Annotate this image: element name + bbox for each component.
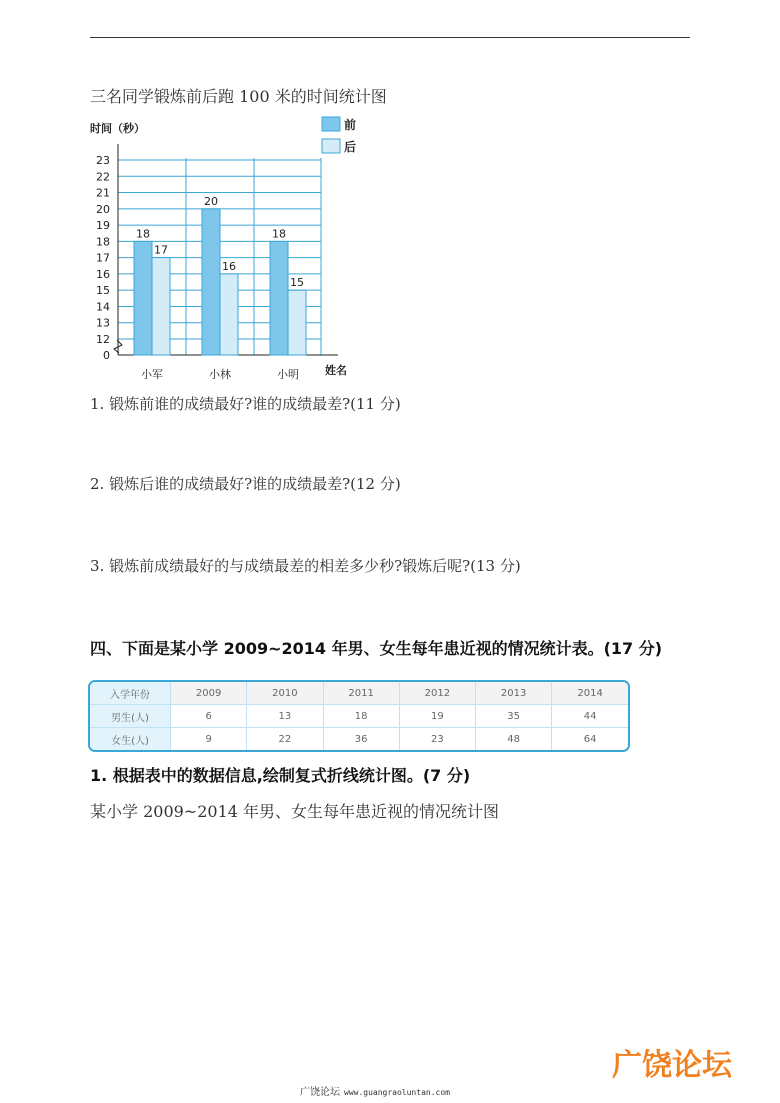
table-header-cell: 2009	[171, 682, 247, 705]
bar-before	[270, 241, 288, 355]
y-tick-label: 23	[96, 154, 110, 167]
bar-after	[220, 274, 238, 355]
bar-after	[288, 290, 306, 355]
footer	[300, 1083, 450, 1098]
x-axis-label: 姓名	[325, 364, 347, 377]
question-3: 3. 锻炼前成绩最好的与成绩最差的相差多少秒?锻炼后呢?(13 分)	[90, 557, 521, 575]
category-label: 小明	[277, 368, 299, 381]
table-row-boys	[90, 705, 628, 728]
table-header-cell: 入学年份	[90, 682, 171, 705]
table-header-cell: 2012	[399, 682, 475, 705]
y-tick-label: 22	[96, 170, 110, 184]
y-tick-label: 18	[96, 235, 110, 249]
table-cell: 35	[476, 705, 552, 728]
section-4-heading: 四、下面是某小学 2009~2014 年男、女生每年患近视的情况统计表。(17 分)	[90, 639, 663, 658]
y-axis-label: 时间（秒）	[90, 122, 145, 135]
y-tick-label: 13	[96, 316, 110, 330]
table-cell: 48	[476, 728, 552, 751]
table-header-cell: 2010	[247, 682, 323, 705]
legend-label: 后	[344, 140, 357, 154]
y-tick-label: 14	[96, 300, 110, 314]
data-label: 18	[272, 227, 286, 241]
site-logo: 广饶论坛	[612, 1048, 732, 1083]
table-cell: 13	[247, 705, 323, 728]
y-tick-label: 12	[96, 333, 110, 346]
table-header-cell: 2013	[476, 682, 552, 705]
category-label: 小军	[141, 368, 163, 381]
table-cell: 男生(人)	[90, 705, 171, 728]
table-header-cell: 2014	[552, 682, 628, 705]
footer-url: www.guangraoluntan.com	[344, 1088, 450, 1097]
table-cell: 6	[171, 705, 247, 728]
y-tick-label: 16	[96, 267, 110, 281]
legend-label: 前	[344, 118, 357, 132]
myopia-table	[88, 680, 630, 752]
table-row-girls	[90, 728, 628, 751]
table-cell: 9	[171, 728, 247, 751]
y-tick-label: 15	[96, 284, 110, 298]
task-1: 1. 根据表中的数据信息,绘制复式折线统计图。(7 分)	[90, 766, 471, 785]
data-label: 17	[154, 243, 168, 257]
y-tick-label: 21	[96, 186, 110, 200]
chart-2-title: 某小学 2009~2014 年男、女生每年患近视的情况统计图	[90, 802, 500, 821]
table-cell: 女生(人)	[90, 728, 171, 751]
table-header-row	[90, 682, 628, 705]
table-cell: 18	[323, 705, 399, 728]
bar-before	[134, 241, 152, 355]
question-1: 1. 锻炼前谁的成绩最好?谁的成绩最差?(11 分)	[90, 395, 401, 413]
data-label: 20	[204, 194, 218, 208]
table-cell: 22	[247, 728, 323, 751]
y-tick-label: 0	[103, 349, 110, 362]
bar-chart	[0, 0, 780, 400]
table-cell: 64	[552, 728, 628, 751]
y-tick-label: 17	[96, 251, 110, 265]
table-cell: 19	[399, 705, 475, 728]
question-2: 2. 锻炼后谁的成绩最好?谁的成绩最差?(12 分)	[90, 475, 401, 493]
chart-title: 三名同学锻炼前后跑 100 米的时间统计图	[90, 87, 387, 106]
table-header-cell: 2011	[323, 682, 399, 705]
bar-after	[152, 258, 170, 355]
category-label: 小林	[209, 368, 231, 381]
bar-before	[202, 209, 220, 355]
data-label: 15	[290, 276, 304, 290]
table-cell: 36	[323, 728, 399, 751]
y-tick-label: 19	[96, 219, 110, 233]
data-label: 16	[222, 259, 236, 273]
table-cell: 44	[552, 705, 628, 728]
legend-swatch	[322, 139, 340, 153]
y-tick-label: 20	[96, 202, 110, 216]
legend-swatch	[322, 117, 340, 131]
table-cell: 23	[399, 728, 475, 751]
footer-site: 广饶论坛	[300, 1087, 340, 1098]
data-label: 18	[136, 227, 150, 241]
